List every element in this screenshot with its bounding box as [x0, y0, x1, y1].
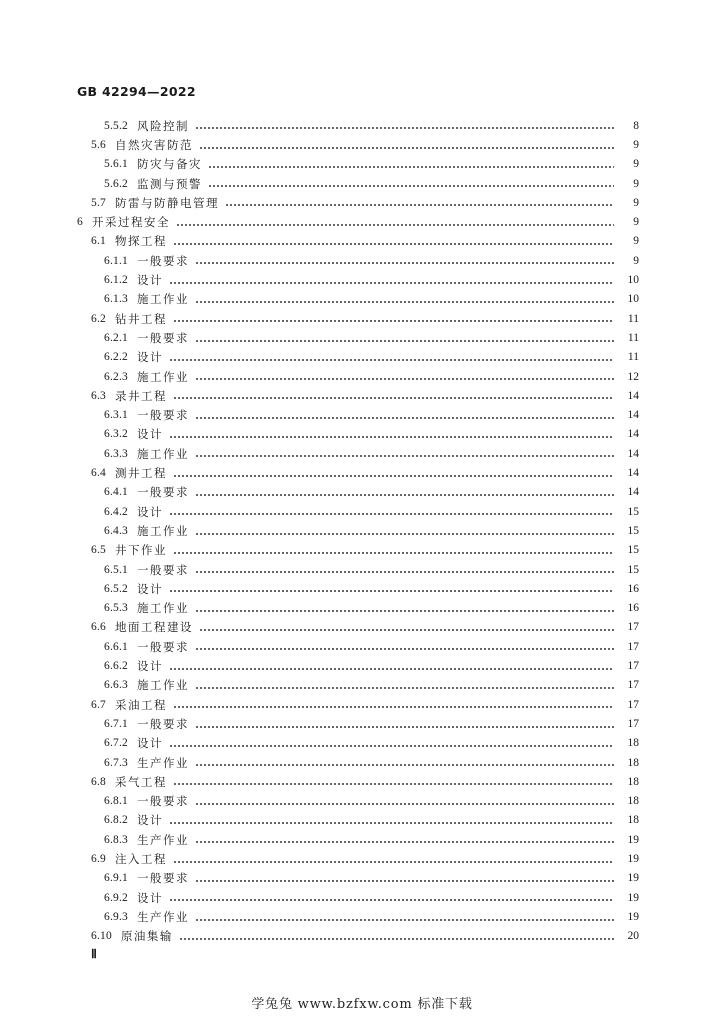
toc-entry-title: 生产作业 [137, 755, 189, 770]
toc-entry-number: 6.1.1 [104, 254, 128, 267]
toc-entry-title: 录井工程 [114, 388, 167, 403]
toc-entry-number: 6.9.3 [104, 910, 128, 923]
toc-dot-leader [173, 320, 614, 322]
toc-dot-leader [169, 436, 614, 438]
toc-entry[interactable] [104, 444, 639, 463]
toc-entry[interactable] [104, 753, 639, 772]
toc-entry[interactable] [104, 502, 639, 521]
toc-entry-title: 一般要求 [137, 408, 189, 423]
toc-entry-title: 施工作业 [137, 292, 189, 307]
toc-dot-leader [169, 590, 614, 592]
toc-entry[interactable] [104, 792, 639, 811]
toc-dot-leader [173, 706, 614, 708]
toc-entry[interactable] [104, 270, 639, 289]
toc-entry-page: 14 [627, 409, 639, 422]
toc-entry[interactable] [104, 116, 639, 135]
toc-entry[interactable] [91, 135, 639, 154]
toc-entry-title: 钻井工程 [114, 311, 167, 326]
toc-entry-title: 设计 [137, 813, 163, 828]
toc-entry[interactable] [91, 232, 639, 251]
toc-dot-leader [169, 822, 614, 824]
toc-entry[interactable] [104, 811, 639, 830]
toc-dot-leader [195, 455, 614, 457]
toc-entry-title: 风险控制 [137, 118, 189, 133]
toc-entry-title: 设计 [137, 504, 163, 519]
toc-entry-page: 19 [627, 891, 639, 904]
toc-entry-number: 6.4.3 [104, 524, 128, 537]
toc-entry-number: 5.5.2 [104, 119, 128, 132]
toc-entry-page: 15 [627, 563, 639, 576]
toc-entry-page: 9 [633, 158, 639, 171]
toc-entry[interactable] [91, 772, 639, 791]
toc-entry[interactable] [91, 309, 639, 328]
toc-entry-number: 6.6 [91, 621, 106, 634]
toc-entry[interactable] [104, 560, 639, 579]
toc-entry-page: 14 [627, 486, 639, 499]
toc-entry-page: 15 [627, 544, 639, 557]
toc-entry-page: 9 [633, 254, 639, 267]
toc-entry-title: 设计 [137, 581, 163, 596]
toc-dot-leader [195, 494, 614, 496]
toc-entry-page: 11 [627, 331, 639, 344]
toc-dot-leader [195, 340, 614, 342]
toc-entry-number: 6.7.1 [104, 717, 128, 730]
toc-entry[interactable] [104, 907, 639, 926]
toc-entry-title: 一般要求 [137, 639, 189, 654]
toc-dot-leader [169, 899, 614, 901]
toc-entry-title: 物探工程 [114, 234, 167, 249]
toc-dot-leader [195, 764, 614, 766]
toc-dot-leader [169, 282, 614, 284]
toc-dot-leader [208, 166, 614, 168]
toc-entry-number: 6.6.2 [104, 660, 128, 673]
toc-entry[interactable] [104, 734, 639, 753]
toc-entry-title: 生产作业 [137, 909, 189, 924]
toc-entry[interactable] [104, 425, 639, 444]
toc-entry-number: 6.9.1 [104, 872, 128, 885]
toc-entry-number: 6.3.1 [104, 409, 128, 422]
toc-entry-number: 6.3.3 [104, 447, 128, 460]
toc-dot-leader [195, 610, 614, 612]
toc-entry-number: 6.3 [91, 389, 106, 402]
toc-entry[interactable] [91, 849, 639, 868]
toc-entry-number: 6.2.2 [104, 351, 128, 364]
toc-dot-leader [225, 204, 614, 206]
toc-dot-leader [169, 513, 614, 515]
toc-entry-page: 16 [627, 582, 639, 595]
toc-entry-number: 6.5.3 [104, 602, 128, 615]
toc-entry-number: 6 [77, 216, 83, 229]
toc-entry-title: 一般要求 [137, 871, 189, 886]
toc-entry-number: 6.2.1 [104, 331, 128, 344]
toc-entry-number: 6.7.3 [104, 756, 128, 769]
toc-dot-leader [195, 648, 614, 650]
toc-entry-number: 6.1 [91, 235, 106, 248]
toc-entry[interactable] [91, 193, 639, 212]
toc-entry-title: 施工作业 [137, 446, 189, 461]
toc-entry-page: 19 [627, 853, 639, 866]
toc-entry[interactable] [104, 328, 639, 347]
toc-entry-page: 17 [627, 660, 639, 673]
toc-entry-page: 9 [633, 138, 639, 151]
toc-entry-page: 18 [627, 737, 639, 750]
toc-entry-number: 6.2 [91, 312, 106, 325]
toc-entry-title: 一般要求 [137, 716, 189, 731]
toc-entry-page: 15 [627, 505, 639, 518]
toc-entry-page: 17 [627, 640, 639, 653]
toc-entry[interactable] [104, 251, 639, 270]
toc-entry-page: 16 [627, 602, 639, 615]
toc-entry-number: 6.10 [91, 930, 112, 943]
toc-entry-title: 监测与预警 [137, 176, 202, 191]
toc-entry[interactable] [91, 541, 639, 560]
toc-entry-number: 6.1.3 [104, 293, 128, 306]
toc-entry-title: 设计 [137, 736, 163, 751]
toc-entry-page: 17 [627, 679, 639, 692]
toc-entry-page: 14 [627, 447, 639, 460]
toc-entry-number: 6.5.1 [104, 563, 128, 576]
toc-entry-page: 18 [627, 814, 639, 827]
toc-entry-title: 一般要求 [137, 253, 189, 268]
toc-entry-page: 19 [627, 910, 639, 923]
toc-entry-number: 6.7 [91, 698, 106, 711]
toc-entry-title: 一般要求 [137, 562, 189, 577]
toc-entry[interactable] [91, 927, 639, 946]
toc-entry-title: 自然灾害防范 [114, 137, 193, 152]
toc-dot-leader [195, 803, 614, 805]
toc-entry[interactable] [104, 676, 639, 695]
toc-entry-number: 6.4.1 [104, 486, 128, 499]
toc-dot-leader [173, 552, 614, 554]
toc-entry-title: 测井工程 [114, 466, 167, 481]
toc-entry-title: 施工作业 [137, 369, 189, 384]
toc-dot-leader [179, 938, 614, 940]
toc-entry-title: 一般要求 [137, 330, 189, 345]
toc-entry-number: 6.3.2 [104, 428, 128, 441]
toc-entry-title: 设计 [137, 890, 163, 905]
toc-entry-number: 6.9 [91, 853, 106, 866]
toc-entry[interactable] [77, 213, 639, 232]
toc-dot-leader [195, 301, 614, 303]
toc-entry-page: 17 [627, 717, 639, 730]
toc-dot-leader [195, 533, 614, 535]
toc-entry-page: 9 [633, 177, 639, 190]
toc-entry[interactable] [104, 830, 639, 849]
toc-dot-leader [195, 262, 614, 264]
toc-dot-leader [173, 475, 614, 477]
toc-entry-number: 5.6.2 [104, 177, 128, 190]
toc-entry-title: 原油集输 [120, 929, 173, 944]
toc-dot-leader [195, 378, 614, 380]
toc-entry[interactable] [91, 386, 639, 405]
toc-dot-leader [173, 397, 614, 399]
toc-entry-title: 采气工程 [114, 774, 167, 789]
toc-entry-number: 6.8.3 [104, 833, 128, 846]
toc-entry-number: 5.7 [91, 196, 106, 209]
toc-dot-leader [195, 880, 614, 882]
toc-entry-title: 开采过程安全 [91, 215, 170, 230]
toc-entry-title: 施工作业 [137, 601, 189, 616]
toc-entry-title: 设计 [137, 427, 163, 442]
toc-entry[interactable] [104, 155, 639, 174]
toc-dot-leader [195, 417, 614, 419]
toc-dot-leader [176, 224, 614, 226]
toc-entry-page: 11 [627, 351, 639, 364]
toc-entry[interactable] [104, 579, 639, 598]
toc-entry-page: 14 [627, 467, 639, 480]
toc-entry[interactable] [104, 406, 639, 425]
toc-entry-page: 9 [633, 235, 639, 248]
toc-dot-leader [173, 861, 614, 863]
toc-entry-page: 17 [627, 698, 639, 711]
toc-entry-number: 6.2.3 [104, 370, 128, 383]
toc-entry-number: 5.6 [91, 138, 106, 151]
toc-dot-leader [169, 745, 614, 747]
toc-entry-number: 6.1.2 [104, 274, 128, 287]
toc-entry-number: 5.6.1 [104, 158, 128, 171]
toc-entry-page: 8 [633, 119, 639, 132]
toc-entry-number: 6.6.1 [104, 640, 128, 653]
toc-entry-page: 18 [627, 795, 639, 808]
toc-entry-title: 防灾与备灾 [137, 157, 202, 172]
toc-entry[interactable] [104, 174, 639, 193]
toc-entry[interactable] [91, 463, 639, 482]
toc-entry-page: 19 [627, 872, 639, 885]
toc-entry-number: 6.7.2 [104, 737, 128, 750]
toc-entry-page: 14 [627, 428, 639, 441]
toc-entry-page: 15 [627, 524, 639, 537]
toc-entry-page: 12 [627, 370, 639, 383]
toc-entry[interactable] [104, 714, 639, 733]
toc-entry-number: 6.5.2 [104, 582, 128, 595]
toc-entry[interactable] [91, 618, 639, 637]
watermark-text: 学兔兔 www.bzfxw.com 标准下载 [251, 997, 473, 1012]
toc-entry-page: 9 [633, 196, 639, 209]
toc-dot-leader [173, 243, 614, 245]
toc-entry[interactable] [104, 348, 639, 367]
toc-entry[interactable] [104, 888, 639, 907]
toc-dot-leader [195, 687, 614, 689]
toc-dot-leader [199, 147, 614, 149]
toc-entry-page: 20 [627, 930, 639, 943]
toc-entry[interactable] [104, 521, 639, 540]
toc-dot-leader [195, 726, 614, 728]
toc-entry[interactable] [91, 695, 639, 714]
toc-entry-number: 6.8.1 [104, 795, 128, 808]
toc-entry-page: 18 [627, 756, 639, 769]
toc-dot-leader [199, 629, 614, 631]
toc-entry-number: 6.8 [91, 775, 106, 788]
toc-entry-number: 6.8.2 [104, 814, 128, 827]
toc-entry-page: 18 [627, 775, 639, 788]
toc-entry-title: 一般要求 [137, 794, 189, 809]
toc-dot-leader [169, 668, 614, 670]
standard-code-header: GB 42294—2022 [77, 84, 196, 99]
toc-entry-title: 注入工程 [114, 852, 167, 867]
toc-entry-number: 6.6.3 [104, 679, 128, 692]
toc-entry-page: 10 [627, 274, 639, 287]
toc-entry-title: 地面工程建设 [114, 620, 193, 635]
toc-dot-leader [173, 783, 614, 785]
toc-entry-page: 11 [627, 312, 639, 325]
toc-entry-title: 采油工程 [114, 697, 167, 712]
toc-entry-number: 6.4.2 [104, 505, 128, 518]
toc-dot-leader [195, 127, 614, 129]
toc-entry-number: 6.9.2 [104, 891, 128, 904]
toc-entry[interactable] [104, 656, 639, 675]
toc-entry[interactable] [104, 290, 639, 309]
toc-entry-page: 19 [627, 833, 639, 846]
toc-entry-title: 防雷与防静电管理 [114, 195, 219, 210]
toc-entry-page: 9 [633, 216, 639, 229]
toc-entry-title: 施工作业 [137, 523, 189, 538]
toc-entry-title: 设计 [137, 350, 163, 365]
toc-entry[interactable] [104, 869, 639, 888]
toc-entry-page: 17 [627, 621, 639, 634]
toc-dot-leader [195, 571, 614, 573]
toc-entry-page: 10 [627, 293, 639, 306]
toc-dot-leader [169, 359, 614, 361]
toc-dot-leader [208, 185, 614, 187]
toc-entry-number: 6.4 [91, 467, 106, 480]
toc-entry-title: 一般要求 [137, 485, 189, 500]
toc-entry[interactable] [104, 483, 639, 502]
toc-entry[interactable] [104, 367, 639, 386]
toc-dot-leader [195, 841, 614, 843]
toc-entry-number: 6.5 [91, 544, 106, 557]
toc-entry-page: 14 [627, 389, 639, 402]
page-number: Ⅱ [91, 947, 96, 961]
toc-entry-title: 施工作业 [137, 678, 189, 693]
toc-entry-title: 井下作业 [114, 543, 167, 558]
toc-dot-leader [195, 919, 614, 921]
toc-entry[interactable] [104, 637, 639, 656]
toc-entry-title: 设计 [137, 659, 163, 674]
toc-entry-title: 设计 [137, 273, 163, 288]
toc-entry-title: 生产作业 [137, 832, 189, 847]
toc-entry[interactable] [104, 599, 639, 618]
